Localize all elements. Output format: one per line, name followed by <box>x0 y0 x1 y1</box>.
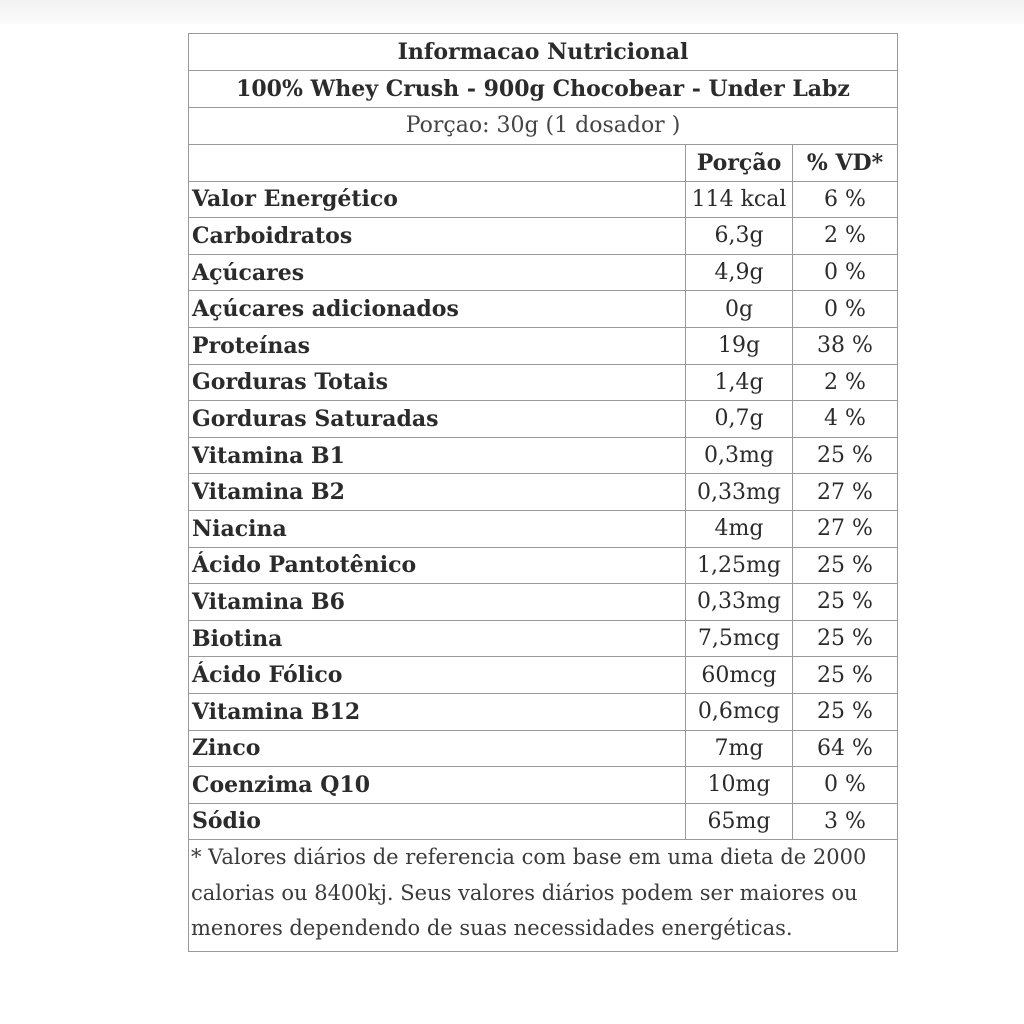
nutrient-dv: 0 % <box>793 291 898 328</box>
nutrient-name: Gorduras Saturadas <box>189 401 686 438</box>
nutrient-name: Vitamina B1 <box>189 437 686 474</box>
nutrient-dv: 0 % <box>793 254 898 291</box>
column-header-amount: Porção <box>686 145 793 181</box>
nutrient-dv: 25 % <box>793 437 898 474</box>
nutrient-amount: 114 kcal <box>686 181 793 218</box>
nutrient-dv: 6 % <box>793 181 898 218</box>
nutrient-amount: 0,6mcg <box>686 693 793 730</box>
table-row <box>189 767 897 804</box>
nutrient-dv: 27 % <box>793 474 898 511</box>
nutrient-amount: 7,5mcg <box>686 620 793 657</box>
nutrient-name: Açúcares adicionados <box>189 291 686 328</box>
serving-size: Porçao: 30g (1 dosador ) <box>189 108 897 145</box>
nutrient-dv: 3 % <box>793 803 898 840</box>
table-row <box>189 254 897 291</box>
nutrient-dv: 25 % <box>793 584 898 621</box>
nutrient-name: Açúcares <box>189 254 686 291</box>
nutrient-amount: 1,4g <box>686 364 793 401</box>
table-header-row <box>189 145 897 181</box>
nutrient-name: Proteínas <box>189 327 686 364</box>
top-strip <box>0 0 1024 24</box>
nutrient-name: Ácido Pantotênico <box>189 547 686 584</box>
nutrient-name: Coenzima Q10 <box>189 767 686 804</box>
nutrient-amount: 7mg <box>686 730 793 767</box>
nutrient-dv: 38 % <box>793 327 898 364</box>
nutrient-amount: 0,3mg <box>686 437 793 474</box>
nutrient-amount: 4mg <box>686 510 793 547</box>
table-row <box>189 584 897 621</box>
table-row <box>189 547 897 584</box>
table-row <box>189 730 897 767</box>
nutrient-amount: 1,25mg <box>686 547 793 584</box>
table-row <box>189 474 897 511</box>
table-row <box>189 327 897 364</box>
label-title: Informacao Nutricional <box>189 34 897 71</box>
nutrient-name: Gorduras Totais <box>189 364 686 401</box>
nutrition-table <box>189 145 897 840</box>
nutrient-dv: 25 % <box>793 620 898 657</box>
table-row <box>189 218 897 255</box>
nutrient-name: Vitamina B2 <box>189 474 686 511</box>
nutrient-amount: 65mg <box>686 803 793 840</box>
column-header-nutrient <box>189 145 686 181</box>
nutrient-name: Sódio <box>189 803 686 840</box>
nutrient-amount: 6,3g <box>686 218 793 255</box>
nutrient-amount: 60mcg <box>686 657 793 694</box>
nutrient-dv: 25 % <box>793 693 898 730</box>
nutrient-amount: 19g <box>686 327 793 364</box>
nutrient-dv: 2 % <box>793 364 898 401</box>
table-row <box>189 693 897 730</box>
nutrient-dv: 25 % <box>793 547 898 584</box>
nutrient-amount: 10mg <box>686 767 793 804</box>
product-name: 100% Whey Crush - 900g Chocobear - Under Labz <box>189 71 897 108</box>
nutrient-amount: 0,33mg <box>686 474 793 511</box>
nutrient-dv: 25 % <box>793 657 898 694</box>
table-row <box>189 803 897 840</box>
nutrient-name: Ácido Fólico <box>189 657 686 694</box>
nutrition-label <box>188 33 898 952</box>
column-header-dv: % VD* <box>793 145 898 181</box>
nutrient-name: Carboidratos <box>189 218 686 255</box>
nutrient-dv: 27 % <box>793 510 898 547</box>
nutrient-name: Valor Energético <box>189 181 686 218</box>
nutrient-amount: 4,9g <box>686 254 793 291</box>
nutrient-name: Biotina <box>189 620 686 657</box>
nutrient-dv: 64 % <box>793 730 898 767</box>
nutrient-amount: 0,7g <box>686 401 793 438</box>
nutrient-name: Vitamina B6 <box>189 584 686 621</box>
table-row <box>189 364 897 401</box>
nutrient-name: Niacina <box>189 510 686 547</box>
nutrient-amount: 0g <box>686 291 793 328</box>
table-row <box>189 437 897 474</box>
nutrient-dv: 0 % <box>793 767 898 804</box>
table-row <box>189 181 897 218</box>
nutrient-name: Vitamina B12 <box>189 693 686 730</box>
table-row <box>189 657 897 694</box>
nutrient-dv: 2 % <box>793 218 898 255</box>
table-row <box>189 401 897 438</box>
table-row <box>189 510 897 547</box>
nutrient-dv: 4 % <box>793 401 898 438</box>
nutrient-amount: 0,33mg <box>686 584 793 621</box>
table-row <box>189 620 897 657</box>
footnote: * Valores diários de referencia com base em uma dieta de 2000 calorias ou 8400kj. Seus valores diários podem ser maiores ou menores dependendo de suas necessidades energéticas. <box>191 845 867 941</box>
table-row <box>189 291 897 328</box>
nutrient-name: Zinco <box>189 730 686 767</box>
